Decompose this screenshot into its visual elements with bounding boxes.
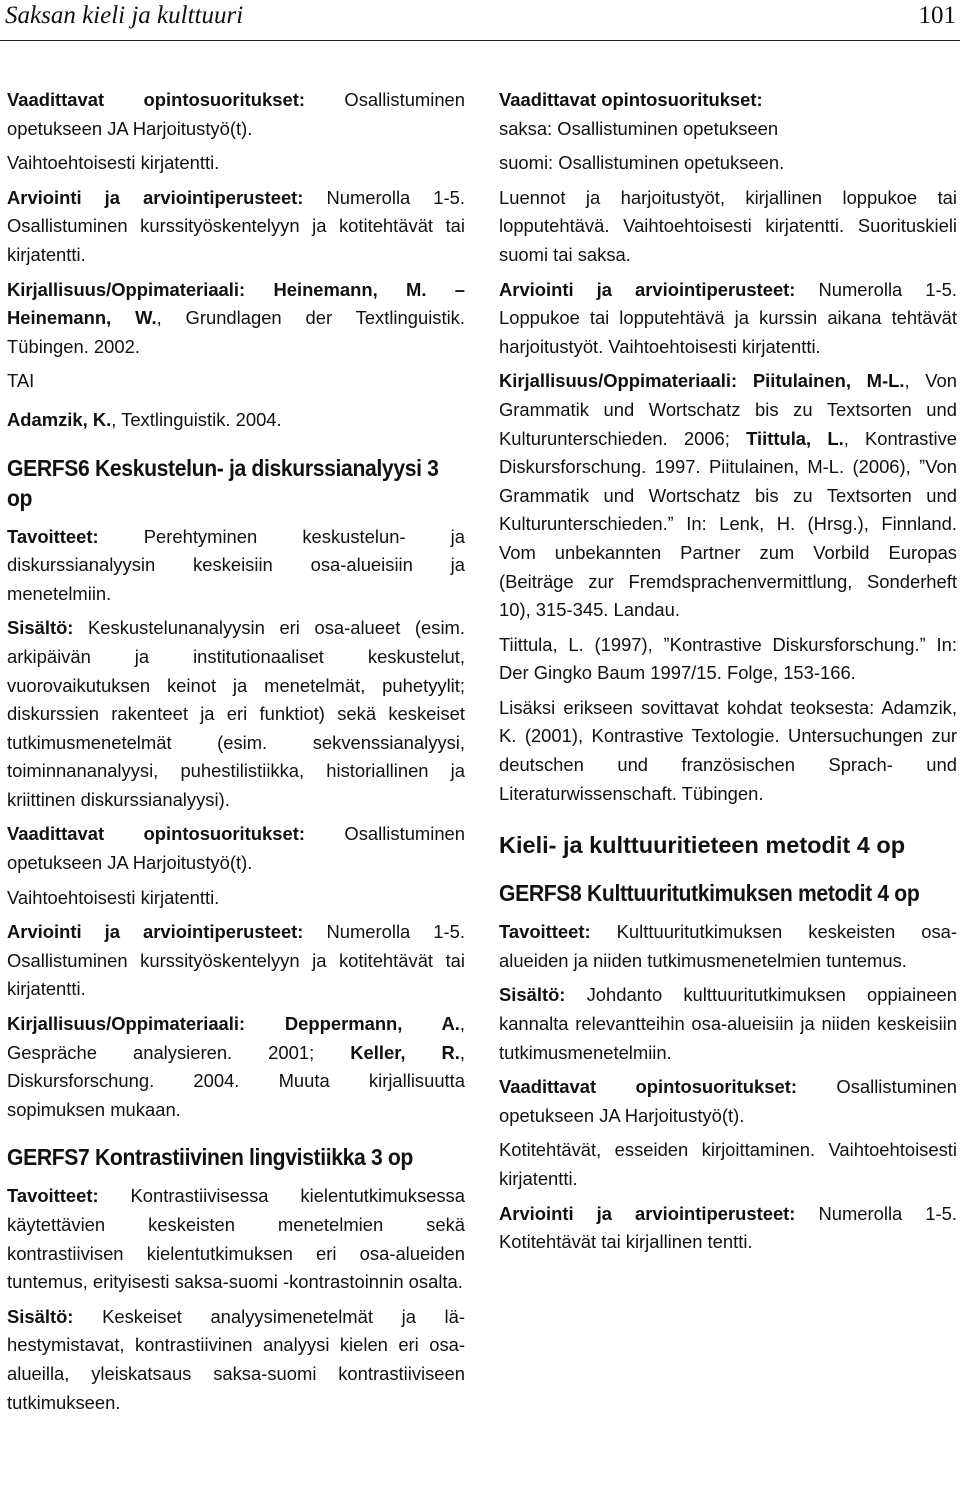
course-heading-gerfs8: GERFS8 Kulttuuritutkimuksen metodit 4 op <box>499 880 920 907</box>
page-number: 101 <box>918 2 956 29</box>
content-paragraph: Sisältö: Keskustelunanalyysin eri osa-alueet (esim. arkipäivän ja institutionaaliset keskustelut, vuorovaikutuksen keinot ja menetelmät, puhetyylit; diskurssien rakenteet ja eri funktiot) sekä keskeiset tutkimusmenetelmät (esim. sekvenssianalyysi, toiminnananalyysi, puhestilistiikka, historiallinen ja kriittinen diskurssianalyysi). <box>7 617 465 810</box>
course-heading-gerfs6: GERFS6 Keskustelun- ja diskurssianalyysi 3 op <box>7 454 439 511</box>
objectives-paragraph: Tavoitteet: Kontrastiivisessa kielentutkimuksessa käytettävien keskeisten menetelmien sekä kontrastiivisen kielentutkimuksen eri osa-alueiden tuntemus, erityisesti saksa-suomi -kontrastoinnin osalta. <box>7 1185 465 1293</box>
section-heading-methods: Kieli- ja kulttuuritieteen metodit 4 op <box>499 832 906 859</box>
page-header <box>0 0 960 41</box>
homework-paragraph: Kotitehtävät, esseiden kirjoittaminen. Vaihtoehtoisesti kirjatentti. <box>499 1139 957 1189</box>
requirements-paragraph: Vaadittavat opintosuoritukset: Osallistuminen opetukseen JA Harjoitustyö(t). <box>7 89 466 139</box>
assessment-paragraph: Arviointi ja arviointiperusteet: Numerolla 1-5. Loppukoe tai lopputehtävä ja kurssin aikana tehtävät harjoitustyöt. Vaihtoehtoisesti kirjatentti. <box>499 278 957 357</box>
alternative-marker: TAI <box>7 370 35 392</box>
requirements-paragraph: Vaadittavat opintosuoritukset: Osallistuminen opetukseen JA Harjoitustyö(t). <box>7 823 466 874</box>
assessment-paragraph: Arviointi ja arviointiperusteet: Numerolla 1-5. Osallistuminen kurssityöskentelyyn ja kotitehtävät tai kirjatentti. <box>7 186 465 265</box>
running-title: Saksan kieli ja kulttuuri <box>5 2 244 29</box>
requirements-paragraph: Vaadittavat opintosuoritukset: saksa: Osallistuminen opetukseen <box>499 89 779 139</box>
literature-paragraph: Kirjallisuus/Oppimateriaali: Heinemann, M. – Heinemann, W., Grundlagen der Textlinguistik. Tübingen. 2002. <box>7 278 465 357</box>
alternative-exam: Vaihtoehtoisesti kirjatentti. <box>7 152 220 174</box>
assessment-paragraph: Arviointi ja arviointiperusteet: Numerolla 1-5. Osallistuminen kurssityöskentelyyn ja kotitehtävät tai kirjatentti. <box>7 921 465 1000</box>
alternative-exam: Vaihtoehtoisesti kirjatentti. <box>7 886 220 908</box>
requirements-line: suomi: Osallistuminen opetukseen. <box>499 152 785 174</box>
lectures-paragraph: Luennot ja harjoitustyöt, kirjallinen loppukoe tai lopputehtävä. Vaihtoehtoisesti kirjatentti. Suorituskieli suomi tai saksa. <box>499 186 957 265</box>
additional-reading: Lisäksi erikseen sovittavat kohdat teoksesta: Adamzik, K. (2001), Kontrastive Textologie. Untersuchungen zur deutschen und französischen Sprach- und Literaturwissenschaft. Tübingen. <box>499 696 957 804</box>
literature-paragraph: Kirjallisuus/Oppimateriaali: Deppermann, A., Gespräche analysieren. 2001; Keller, R., Diskursforschung. 2004. Muuta kirjallisuutta sopimuksen mukaan. <box>7 1013 465 1120</box>
assessment-paragraph: Arviointi ja arviointiperusteet: Numerolla 1-5. Kotitehtävät tai kirjallinen tentti. <box>499 1202 957 1253</box>
course-heading-gerfs7: GERFS7 Kontrastiivinen lingvistiikka 3 op <box>7 1144 413 1171</box>
requirements-paragraph: Vaadittavat opintosuoritukset: Osallistuminen opetukseen JA Harjoitustyö(t). <box>499 1076 958 1126</box>
content-paragraph: Sisältö: Johdanto kulttuuritutkimuksen oppiaineen kannalta relevantteihin osa-alueisiin ja niiden keskeisiin tutkimusmenetelmiin. <box>499 984 957 1063</box>
objectives-paragraph: Tavoitteet: Kulttuuritutkimuksen keskeisten osa-alueiden ja niiden tutkimusmenetelmien tuntemus. <box>499 921 957 971</box>
objectives-paragraph: Tavoitteet: Perehtyminen keskustelun- ja diskurssianalyysin keskeisiin osa-alueisiin ja menetelmiin. <box>7 525 465 604</box>
content-paragraph: Sisältö: Keskeiset analyysimenetelmät ja lähestymistavat, kontrastiivinen analyysi kielen eri osa-alueilla, yleiskatsaus saksa-suomi kontrastiiviseen tutkimukseen. <box>7 1305 465 1413</box>
left-column <box>7 86 465 1423</box>
right-column <box>499 86 957 1263</box>
literature-alt: Adamzik, K., Textlinguistik. 2004. <box>7 408 282 430</box>
literature-paragraph: Kirjallisuus/Oppimateriaali: Piitulainen, M-L., Von Grammatik und Wortschatz bis zu Textsorten und Kulturunterschieden. 2006; Tiittula, L., Kontrastive Diskursforschung. 1997. Piitulainen, M-L. (2006), ˮVon Grammatik und Wortschatz bis zu Textsorten und Kulturunterschieden.ˮ In: Lenk, H. (Hrsg.), Finnland. Vom unbekannten Partner zum Vorbild Europas (Beiträge zur Fremdsprachenvermittlung, Sonderheft 10), 315-345. Landau. <box>499 370 957 621</box>
reference-paragraph: Tiittula, L. (1997), ˮKontrastive Diskursforschung.ˮ In: Der Gingko Baum 1997/15. Folge, 153-166. <box>499 633 957 684</box>
